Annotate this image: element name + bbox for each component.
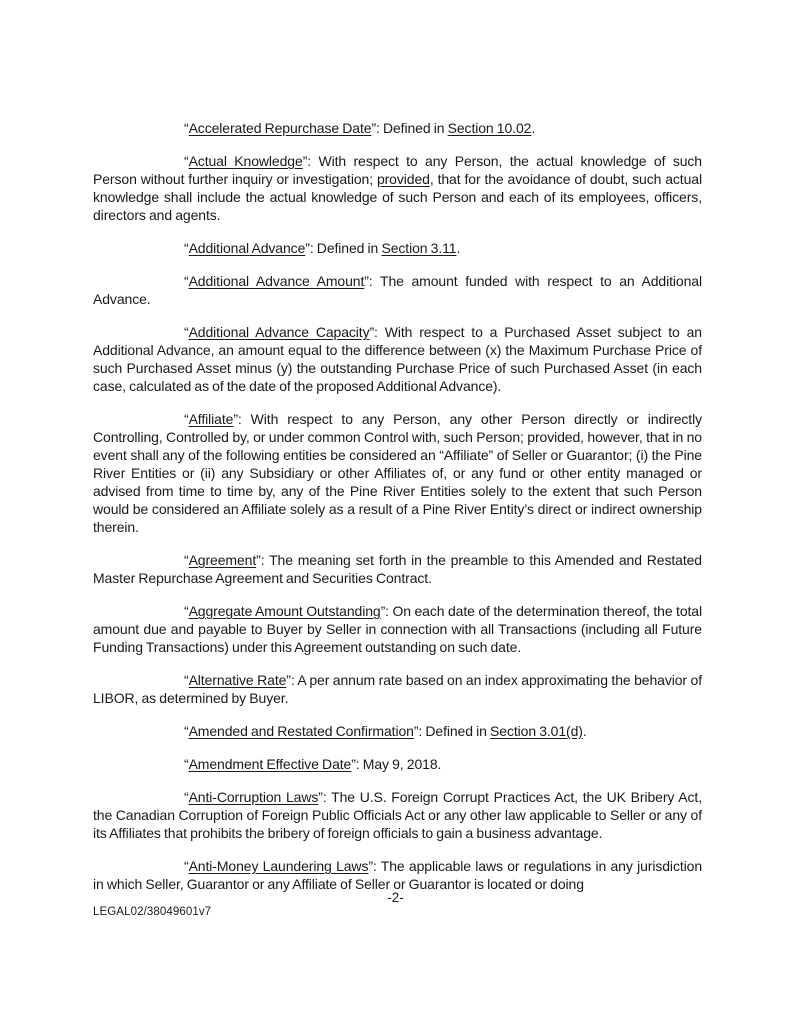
- definition-paragraph: [93, 755, 702, 773]
- document-id-stamp: LEGAL02/38049601v7: [93, 906, 212, 918]
- text-segment: ”: The meaning set forth in the preamble to this Amended and Restated Master Repurchase Agreement and Securities Contract.: [93, 552, 702, 586]
- definition-paragraph: [93, 119, 702, 137]
- text-segment: ”: Defined in: [371, 120, 448, 136]
- definitions-list: [93, 119, 702, 908]
- text-segment: “: [184, 603, 189, 619]
- text-segment: “: [184, 723, 189, 739]
- defined-term: Alternative Rate: [188, 672, 287, 688]
- defined-term: Section 3.11: [381, 240, 457, 256]
- defined-term: Amended and Restated Confirmation: [188, 723, 414, 739]
- text-segment: ”: The amount funded with respect to an Additional Advance.: [93, 273, 702, 307]
- defined-term: Actual Knowledge: [188, 153, 303, 169]
- definition-paragraph: [93, 410, 702, 536]
- text-segment: ”: With respect to any Person, any other Person directly or indirectly Controlling, Controlled by, or under common Control with, such Person; provided, however, that in no event shall any of the following entities be considered an “Affiliate” of Seller or Guarantor; (i) the Pine River Entities or (ii) any Subsidiary or other Affiliates of, or any fund or other entity managed or advised from time to time by, any of the Pine River Entities solely to the extent that such Person would be considered an Affiliate solely as a result of a Pine River Entity’s direct or indirect ownership therein.: [93, 411, 702, 535]
- defined-term: Section 10.02: [447, 120, 532, 136]
- defined-term: Additional Advance Capacity: [188, 324, 370, 340]
- definition-paragraph: [93, 671, 702, 707]
- text-segment: “: [184, 858, 189, 874]
- text-segment: “: [184, 789, 189, 805]
- text-segment: ”: May 9, 2018.: [351, 756, 442, 772]
- text-segment: “: [184, 324, 189, 340]
- defined-term: Section 3.01(d): [490, 723, 583, 739]
- text-segment: .: [456, 240, 461, 256]
- text-segment: ”: Defined in: [413, 723, 491, 739]
- text-segment: ”: The applicable laws or regulations in any jurisdiction in which Seller, Guarantor or any Affiliate of Seller or Guarantor is located or doing: [93, 858, 703, 892]
- definition-paragraph: [93, 788, 702, 842]
- defined-term: Additional Advance: [188, 240, 306, 256]
- defined-term: Agreement: [188, 552, 257, 568]
- definition-paragraph: [93, 722, 702, 740]
- definition-paragraph: [93, 857, 702, 893]
- page-number: -2-: [387, 890, 404, 905]
- text-segment: ”: The U.S. Foreign Corrupt Practices Act, the UK Bribery Act, the Canadian Corruption of Foreign Public Officials Act or any other law applicable to Seller or any of its Affiliates that prohibits the bribery of foreign officials to gain a business advantage.: [93, 789, 703, 841]
- text-segment: .: [582, 723, 587, 739]
- defined-term: provided: [376, 171, 430, 187]
- defined-term: Affiliate: [188, 411, 234, 427]
- text-segment: , that for the avoidance of doubt, such actual knowledge shall include the actual knowledge of such Person and each of its employees, officers, directors and agents.: [93, 171, 702, 223]
- text-segment: “: [184, 240, 189, 256]
- definition-paragraph: [93, 323, 702, 395]
- definition-paragraph: [93, 602, 702, 656]
- text-segment: “: [184, 552, 189, 568]
- defined-term: Accelerated Repurchase Date: [188, 120, 372, 136]
- defined-term: Anti-Money Laundering Laws: [188, 858, 369, 874]
- text-segment: .: [531, 120, 536, 136]
- text-segment: “: [184, 672, 189, 688]
- defined-term: Additional Advance Amount: [188, 273, 365, 289]
- definition-paragraph: [93, 551, 702, 587]
- defined-term: Aggregate Amount Outstanding: [188, 603, 381, 619]
- text-segment: ”: A per annum rate based on an index approximating the behavior of LIBOR, as determined by Buyer.: [93, 672, 702, 706]
- text-segment: “: [184, 756, 189, 772]
- defined-term: Amendment Effective Date: [188, 756, 352, 772]
- text-segment: “: [184, 120, 189, 136]
- text-segment: “: [184, 273, 189, 289]
- definition-paragraph: [93, 152, 702, 224]
- text-segment: “: [184, 411, 189, 427]
- defined-term: Anti-Corruption Laws: [188, 789, 319, 805]
- text-segment: ”: Defined in: [305, 240, 382, 256]
- text-segment: “: [184, 153, 189, 169]
- text-segment: ”: With respect to a Purchased Asset subject to an Additional Advance, an amount equal to the difference between (x) the Maximum Purchase Price of such Purchased Asset minus (y) the outstanding Purchase Price of such Purchased Asset (in each case, calculated as of the date of the proposed Additional Advance).: [93, 324, 702, 394]
- text-segment: ”: On each date of the determination thereof, the total amount due and payable to Buyer by Seller in connection with all Transactions (including all Future Funding Transactions) under this Agreement outstanding on such date.: [93, 603, 702, 655]
- definition-paragraph: [93, 239, 702, 257]
- definition-paragraph: [93, 272, 702, 308]
- text-segment: ”: With respect to any Person, the actual knowledge of such Person without further inquiry or investigation;: [93, 153, 702, 187]
